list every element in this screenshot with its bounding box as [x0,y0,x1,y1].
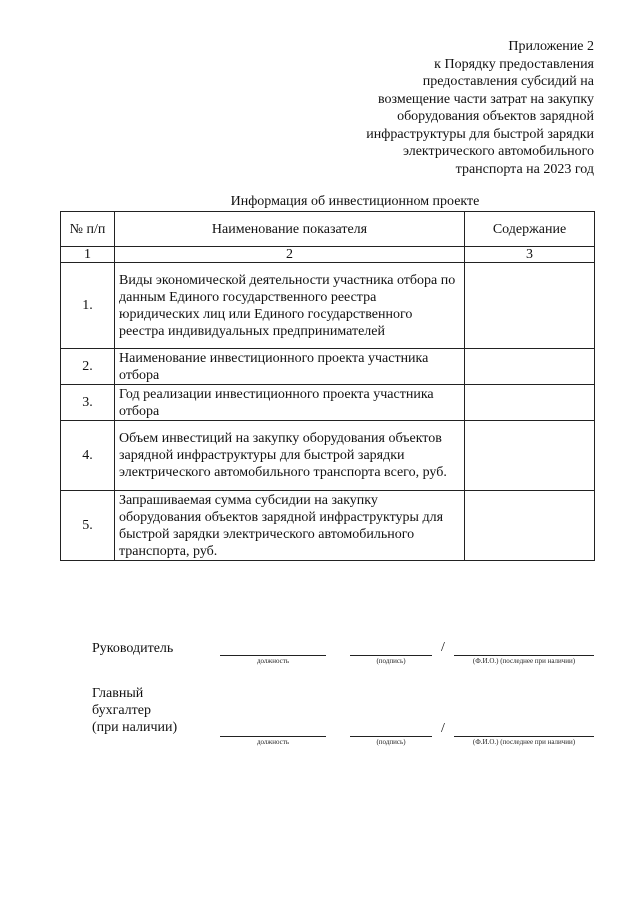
row-number: 1. [61,263,115,349]
row-number: 2. [61,349,115,385]
appendix-line: электрического автомобильного [402,144,594,159]
accountant-slash: / [441,721,445,736]
table-row [61,263,595,349]
document-title: Информация об инвестиционном проекте [230,194,480,209]
appendix-line: возмещение части затрат на закупку [378,91,594,107]
row-content-cell[interactable] [465,349,595,385]
row-indicator-name: Год реализации инвестиционного проекта участника отбора [115,385,465,421]
investment-info-table [60,211,595,561]
accountant-position-caption: должность [256,738,290,746]
appendix-line: к Порядку предоставления [434,56,594,72]
head-signature-caption: (подпись) [376,657,406,665]
accountant-fio-line[interactable] [454,736,594,737]
row-indicator-name: Запрашиваемая сумма субсидии на закупку оборудования объектов зарядной инфраструктуры для быстрой зарядки электрического автомобильного транспорта, руб. [115,491,465,561]
appendix-line: оборудования объектов зарядной [397,109,594,124]
accountant-fio-caption: (Ф.И.О.) (последнее при наличии) [472,738,576,746]
row-content-cell[interactable] [465,491,595,561]
column-number: 3 [465,247,595,263]
appendix-line: предоставления субсидий на [422,74,594,89]
accountant-position-line[interactable] [220,736,326,737]
accountant-label-line: (при наличии) [92,720,178,735]
table-row [61,385,595,421]
row-number: 5. [61,491,115,561]
table-header-row [61,212,595,247]
head-label: Руководитель [92,641,174,656]
row-indicator-name: Объем инвестиций на закупку оборудования объектов зарядной инфраструктуры для быстрой зарядки электрического автомобильного транспорта всего, руб. [115,421,465,491]
head-position-caption: должность [256,657,290,665]
row-number: 4. [61,421,115,491]
header-indicator-name: Наименование показателя [115,212,465,247]
head-fio-caption: (Ф.И.О.) (последнее при наличии) [472,657,576,665]
row-number: 3. [61,385,115,421]
table-row [61,491,595,561]
header-content: Содержание [465,212,595,247]
head-fio-line[interactable] [454,655,594,656]
appendix-line: Приложение 2 [508,39,594,54]
row-content-cell[interactable] [465,385,595,421]
column-number: 2 [115,247,465,263]
column-number: 1 [61,247,115,263]
row-content-cell[interactable] [465,263,595,349]
row-content-cell[interactable] [465,421,595,491]
appendix-line: инфраструктуры для быстрой зарядки [366,126,594,142]
accountant-label-line: бухгалтер [92,703,151,718]
header-number: № п/п [61,212,115,247]
accountant-signature-caption: (подпись) [376,738,406,746]
head-position-line[interactable] [220,655,326,656]
row-indicator-name: Наименование инвестиционного проекта участника отбора [115,349,465,385]
table-row [61,349,595,385]
accountant-label-line: Главный [92,686,144,701]
column-number-row [61,247,595,263]
table-row [61,421,595,491]
row-indicator-name: Виды экономической деятельности участника отбора по данным Единого государственного реестра юридических лиц или Единого государственного реестра индивидуальных предпринимателей [115,263,465,349]
head-slash: / [441,640,445,655]
appendix-header [294,38,594,178]
head-signature-line[interactable] [350,655,432,656]
accountant-label [92,685,177,736]
appendix-line: транспорта на 2023 год [455,161,594,177]
accountant-signature-line[interactable] [350,736,432,737]
